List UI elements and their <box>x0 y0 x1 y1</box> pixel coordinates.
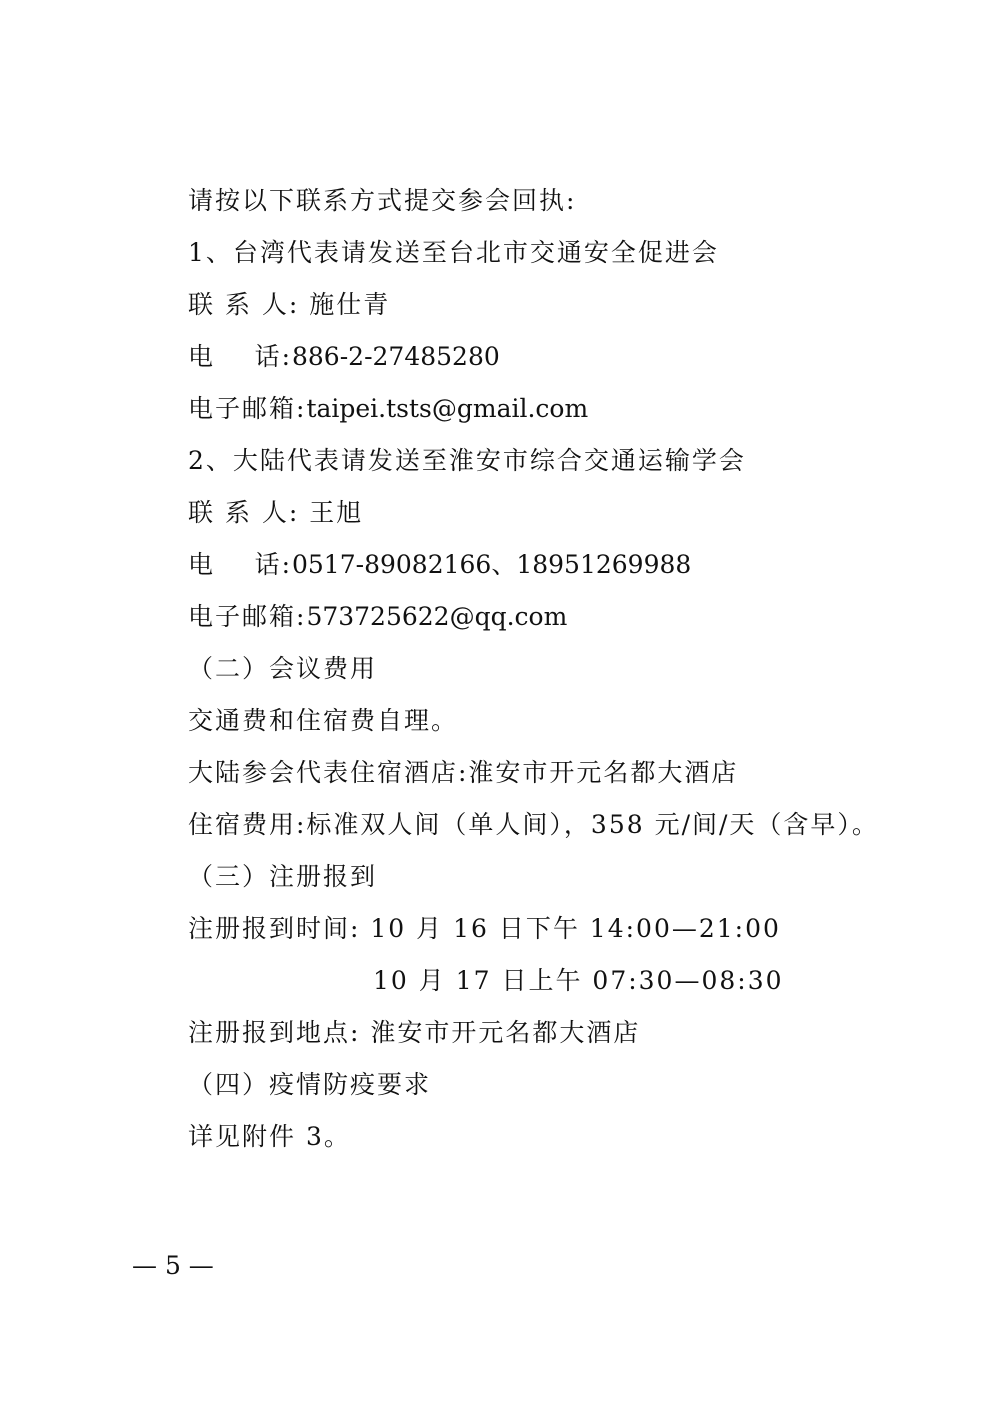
email-value: taipei.tsts@gmail.com <box>306 394 589 423</box>
registration-time-row-2 <box>373 966 784 996</box>
email-label: 电子邮箱: <box>188 394 307 423</box>
intro-line: 请按以下联系方式提交参会回执: <box>188 186 577 215</box>
registration-time-value-1: 10 月 16 日下午 14:00—21:00 <box>370 914 781 943</box>
registration-place-row <box>188 1018 640 1048</box>
contact-label: 联 系 人: <box>188 498 300 527</box>
mainland-contact-row <box>188 498 363 528</box>
section2-title: （二）会议费用 <box>188 654 378 683</box>
taiwan-heading: 1、台湾代表请发送至台北市交通安全促进会 <box>188 238 719 267</box>
phone-value: 0517-89082166、18951269988 <box>292 550 692 579</box>
section2-line1: 交通费和住宿费自理。 <box>188 706 459 735</box>
phone-label: 电 话: <box>188 342 292 371</box>
registration-place-label: 注册报到地点: <box>188 1018 361 1047</box>
contact-value: 王旭 <box>309 498 364 527</box>
taiwan-contact-row <box>188 290 390 320</box>
email-label: 电子邮箱: <box>188 602 307 631</box>
registration-place-value: 淮安市开元名都大酒店 <box>370 1018 641 1047</box>
mainland-email-row <box>188 602 567 632</box>
email-value: 573725622@qq.com <box>306 602 568 631</box>
taiwan-email-row <box>188 394 588 424</box>
registration-time-label: 注册报到时间: <box>188 914 361 943</box>
registration-time-row <box>188 914 781 944</box>
mainland-phone-row <box>188 550 691 580</box>
page-number: — 5 — <box>132 1251 214 1280</box>
contact-label: 联 系 人: <box>188 290 300 319</box>
registration-time-value-2: 10 月 17 日上午 07:30—08:30 <box>373 966 784 995</box>
taiwan-phone-row <box>188 342 500 372</box>
phone-label: 电 话: <box>188 550 292 579</box>
section4-title: （四）疫情防疫要求 <box>188 1070 432 1099</box>
mainland-heading: 2、大陆代表请发送至淮安市综合交通运输学会 <box>188 446 746 475</box>
section2-line3: 住宿费用:标准双人间（单人间），358 元/间/天（含早）。 <box>188 810 879 839</box>
contact-value: 施仕青 <box>309 290 391 319</box>
section3-title: （三）注册报到 <box>188 862 378 891</box>
phone-value: 886-2-27485280 <box>292 342 500 371</box>
section4-line1: 详见附件 3。 <box>188 1122 351 1151</box>
section2-line2: 大陆参会代表住宿酒店:淮安市开元名都大酒店 <box>188 758 739 787</box>
